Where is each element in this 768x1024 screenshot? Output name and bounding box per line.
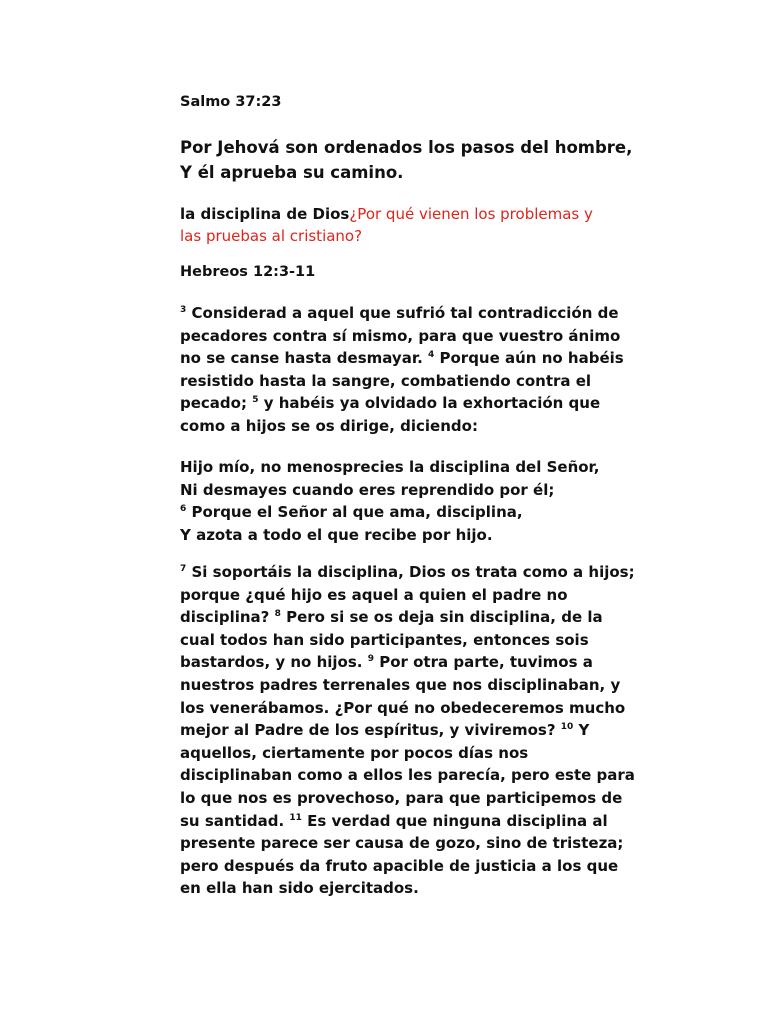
text-line: lo que nos es provechoso, para que participemos de bbox=[180, 788, 623, 807]
salmo-line-2: Y él aprueba su camino. bbox=[180, 163, 404, 182]
text-line: disciplinaban como a ellos les parecía, pero este para bbox=[180, 766, 635, 785]
text-line: Si soportáis la disciplina, Dios os trata como a hijos; bbox=[191, 563, 635, 581]
verse-number: 3 bbox=[180, 305, 187, 315]
question-red-1: ¿Por qué vienen los problemas y bbox=[349, 205, 593, 223]
question-red-2: las pruebas al cristiano? bbox=[180, 227, 363, 245]
text-line: Ni desmayes cuando eres reprendido por él; bbox=[180, 480, 555, 499]
text-line: Es verdad que ninguna disciplina al bbox=[307, 811, 608, 830]
paragraph-2 bbox=[180, 561, 635, 900]
hebreos-reference: Hebreos 12:3-11 bbox=[180, 264, 316, 280]
verse-number: 9 bbox=[367, 654, 374, 665]
verse-number: 4 bbox=[428, 350, 435, 361]
text-line: aquellos, ciertamente por pocos días nos bbox=[180, 743, 529, 762]
verse-number: 5 bbox=[252, 395, 259, 406]
text-line: los venerábamos. ¿Por qué no obedeceremos mucho bbox=[180, 698, 626, 717]
poem-block bbox=[180, 456, 599, 546]
text-line: mejor al Padre de los espíritus, y viviremos? bbox=[180, 721, 561, 740]
text-line: cual todos han sido participantes, entonces sois bbox=[180, 630, 589, 649]
text-line: no se canse hasta desmayar. bbox=[180, 349, 428, 368]
text-line: Y azota a todo el que recibe por hijo. bbox=[180, 525, 493, 544]
text-line: Y bbox=[578, 721, 590, 740]
text-line: su santidad. bbox=[180, 811, 290, 830]
paragraph-1 bbox=[180, 302, 624, 438]
question-lead: la disciplina de Dios bbox=[180, 205, 350, 223]
verse-number: 10 bbox=[560, 722, 574, 733]
text-line: pecado; bbox=[180, 394, 253, 413]
text-line: y habéis ya olvidado la exhortación que bbox=[263, 394, 601, 413]
question-block bbox=[180, 203, 593, 247]
text-line: en ella han sido ejercitados. bbox=[180, 879, 419, 898]
text-line: como a hijos se os dirige, diciendo: bbox=[180, 416, 478, 435]
text-line: Pero si se os deja sin disciplina, de la bbox=[286, 608, 603, 627]
text-line: Porque aún no habéis bbox=[439, 349, 624, 368]
text-line: Considerad a aquel que sufrió tal contradicción de bbox=[191, 304, 619, 322]
text-line: presente parece ser causa de gozo, sino de tristeza; bbox=[180, 834, 624, 853]
text-line: Por otra parte, tuvimos a bbox=[379, 653, 593, 672]
text-line: resistido hasta la sangre, combatiendo contra el bbox=[180, 371, 592, 390]
verse-number: 6 bbox=[180, 504, 187, 515]
text-line: bastardos, y no hijos. bbox=[180, 653, 368, 672]
verse-number: 11 bbox=[289, 812, 302, 823]
text-line: disciplina? bbox=[180, 608, 275, 627]
text-line: nuestros padres terrenales que nos disciplinaban, y bbox=[180, 675, 621, 694]
verse-number: 7 bbox=[180, 564, 187, 574]
salmo-line-1: Por Jehová son ordenados los pasos del hombre, bbox=[180, 138, 633, 157]
text-line: Hijo mío, no menosprecies la disciplina del Señor, bbox=[180, 458, 600, 476]
salmo-reference: Salmo 37:23 bbox=[180, 94, 282, 110]
text-line: porque ¿qué hijo es aquel a quien el padre no bbox=[180, 585, 568, 604]
salmo-verse bbox=[180, 135, 632, 185]
text-line: pecadores contra sí mismo, para que vuestro ánimo bbox=[180, 326, 621, 345]
text-line: Porque el Señor al que ama, disciplina, bbox=[191, 503, 523, 522]
verse-number: 8 bbox=[274, 609, 281, 620]
text-line: pero después da fruto apacible de justicia a los que bbox=[180, 856, 619, 875]
